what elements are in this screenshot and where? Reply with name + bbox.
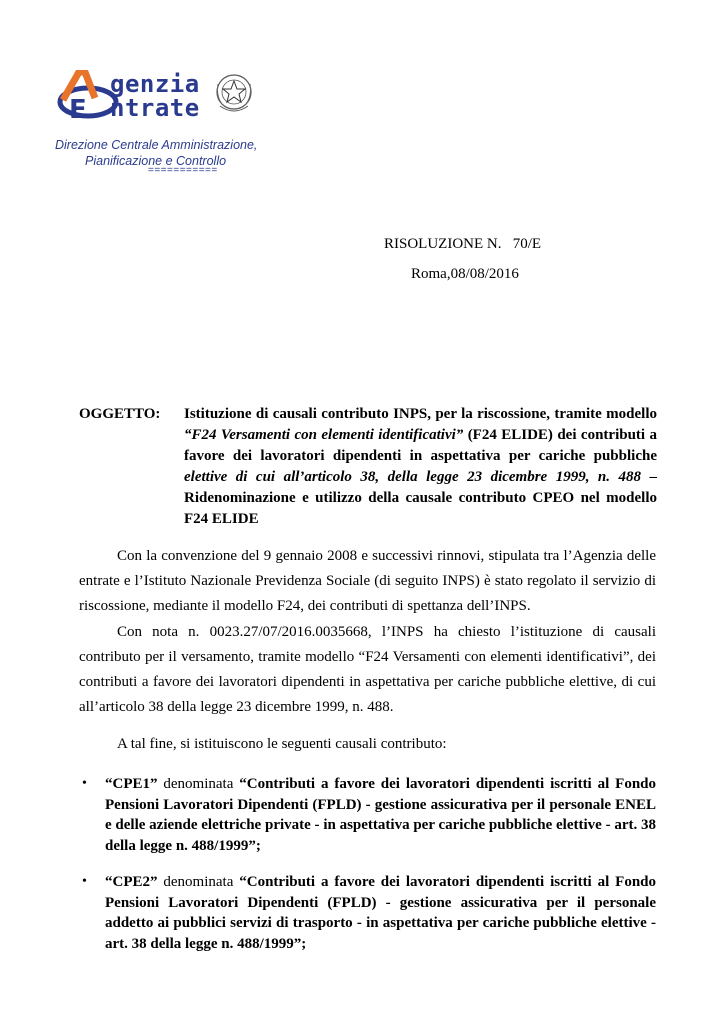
oggetto-text: [184, 404, 657, 530]
risoluzione-number: RISOLUZIONE N. 70/E: [384, 236, 542, 252]
direction-line-2: Pianificazione e Controllo: [85, 154, 227, 168]
document-reference: [384, 229, 541, 289]
document-date: Roma,08/08/2016: [411, 266, 519, 282]
paragraph-convenzione: Con la convenzione del 9 gennaio 2008 e successivi rinnovi, stipulata tra l’Agenzia delle entrate e l’Istituto Nazionale Previdenza Sociale (di seguito INPS) è stato regolato il servizio di riscossione, mediante il modello F24, dei contributi di spettanza dell’INPS.: [79, 548, 656, 614]
list-item: [79, 872, 656, 954]
causale-connector: denominata: [157, 776, 240, 792]
paragraph-a-tal-fine: A tal fine, si istituiscono le seguenti causali contributo:: [117, 736, 447, 752]
bullet-icon: •: [82, 776, 87, 791]
logo-initial-e: E: [69, 95, 87, 125]
oggetto-part-2: “F24 Versamenti con elementi identificativi”: [184, 427, 464, 443]
oggetto-part-5: – Ridenominazione e utilizzo della causale contributo CPEO nel modello F24 ELIDE: [184, 469, 657, 527]
bullet-icon: •: [82, 874, 87, 889]
oggetto-part-4: elettive di cui all’articolo 38, della legge 23 dicembre 1999, n. 488: [184, 469, 642, 485]
causale-description: “Contributi a favore dei lavoratori dipendenti iscritti al Fondo Pensioni Lavoratori Dipendenti (FPLD) - gestione assicurativa per il personale addetto ai pubblici servizi di trasporto - in aspettativa per cariche pubbliche elettive - art. 38 della legge n. 488/1999”;: [105, 874, 656, 952]
oggetto-part-3: (F24 ELIDE) dei contributi a favore dei lavoratori dipendenti in aspettativa per cariche pubbliche: [184, 427, 657, 464]
logo-word-ntrate: ntrate: [110, 94, 200, 122]
agenzia-entrate-logo: [55, 70, 305, 180]
direction-line-1: Direzione Centrale Amministrazione,: [55, 138, 258, 152]
oggetto-label: OGGETTO:: [79, 406, 161, 422]
list-item: [79, 774, 656, 856]
logo-word-genzia: genzia: [110, 70, 200, 98]
oggetto-part-1: Istituzione di causali contributo INPS, per la riscossione, tramite modello: [184, 406, 657, 422]
italian-republic-emblem-icon: [214, 72, 254, 116]
causale-description: “Contributi a favore dei lavoratori dipendenti iscritti al Fondo Pensioni Lavoratori Dipendenti (FPLD) - gestione assicurativa per il personale ENEL e delle aziende elettriche private - in aspettativa per cariche pubbliche elettive - art. 38 della legge n. 488/1999”;: [105, 776, 656, 854]
causali-list: [79, 774, 656, 970]
direction-separator: ===========: [148, 165, 218, 176]
causale-code: “CPE1”: [105, 776, 158, 792]
oggetto-section: [79, 404, 657, 530]
paragraph-nota-inps: Con nota n. 0023.27/07/2016.0035668, l’INPS ha chiesto l’istituzione di causali contributo per il versamento, tramite modello “F24 Versamenti con elementi identificativi”, dei contributi a favore dei lavoratori dipendenti in aspettativa per cariche pubbliche elettive, di cui all’articolo 38 della legge 23 dicembre 1999, n. 488.: [79, 624, 656, 715]
causale-connector: denominata: [157, 874, 240, 890]
causale-code: “CPE2”: [105, 874, 158, 890]
